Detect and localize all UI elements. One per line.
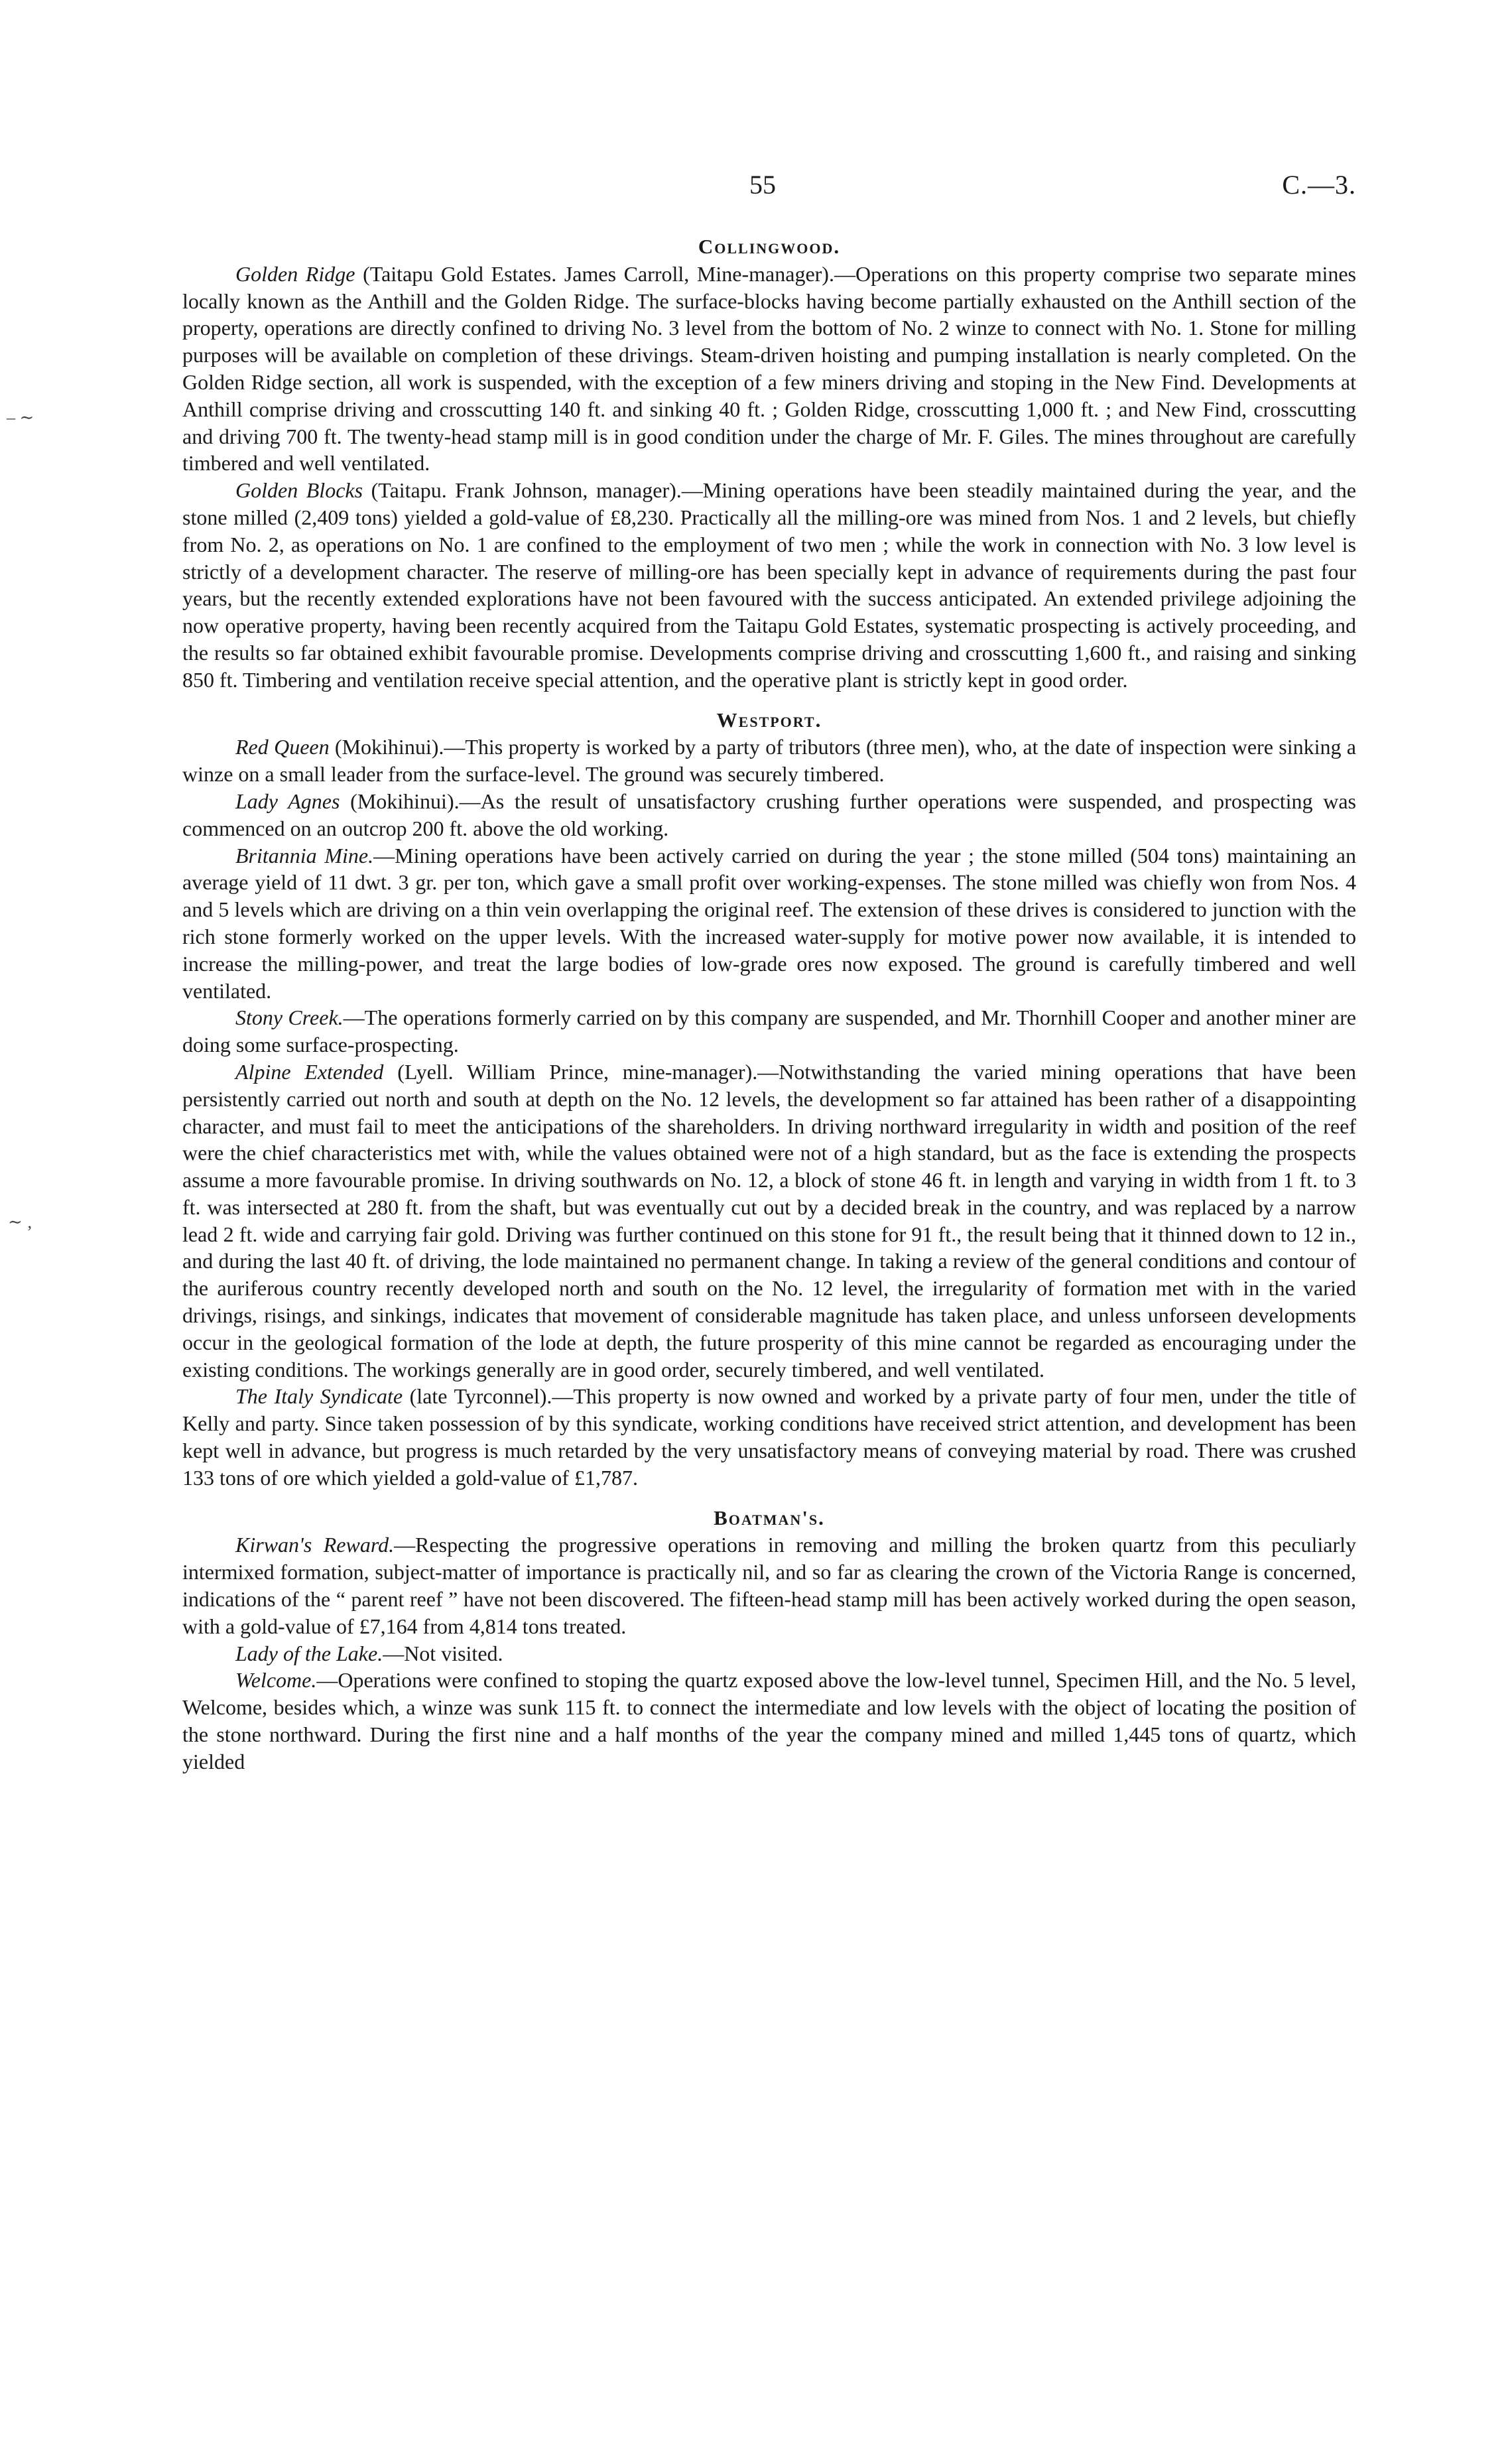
paragraph-lead: Alpine Extended <box>235 1059 384 1084</box>
paragraph-stony-creek <box>182 1004 1356 1059</box>
paragraph-lead: Britannia Mine. <box>235 843 374 868</box>
page-number: 55 <box>749 170 776 200</box>
paragraph-text: —Operations were confined to stoping the quartz exposed above the low-level tunnel, Specimen Hill, and the No. 5 level, Welcome, besides which, a winze was sunk 115 ft. to connect the intermediate and low levels with the object of locating the position of the stone northward. During the first nine and a half months of the year the company mined and milled 1,445 tons of quartz, which yielded <box>182 1668 1356 1773</box>
paragraph-lead: The Italy Syndicate <box>235 1384 403 1409</box>
paragraph-text: (Lyell. William Prince, mine-manager).—Notwithstanding the varied mining operations that have been persistently carried out north and south at depth on the No. 12 levels, the development so far attained has been rather of a disappointing character, and must fail to meet the anticipations of the shareholders. In driving northward irregularity in width and position of the reef were the chief characteristics met with, while the values obtained were not of a high standard, but as the face is extending the prospects assume a more favourable promise. In driving southwards on No. 12, a block of stone 46 ft. in length and varying in width from 1 ft. to 3 ft. was intersected at 280 ft. from the shaft, but was eventually cut out by a decided break in the country, and was replaced by a narrow lead 2 ft. wide and carrying fair gold. Driving was further continued on this stone for 91 ft., the result being that it thinned down to 12 in., and during the last 40 ft. of driving, the lode maintained no permanent change. In taking a review of the general conditions and contour of the auriferous country recently developed north and south on the No. 12 level, the irregularity of formation met with in the varied drivings, risings, and sinkings, indicates that movement of considerable magnitude has taken place, and unless unforseen developments occur in the geological formation of the lode at depth, the future prosperity of this mine cannot be regarded as encouraging under the existing conditions. The workings generally are in good order, securely timbered, and well ventilated. <box>182 1059 1357 1382</box>
paragraph-text: —Respecting the progressive operations in removing and milling the broken quartz from this peculiarly intermixed formation, subject-matter of importance is practically nil, and so far as clearing the crown of the Victoria Range is concerned, indications of the “ parent reef ” have not been discovered. The fifteen-head stamp mill has been actively worked during the open season, with a gold-value of £7,164 from 4,814 tons treated. <box>182 1533 1357 1638</box>
paragraph-lead: Golden Blocks <box>235 478 363 503</box>
paragraph-red-queen <box>182 734 1356 788</box>
section-heading-collingwood: Collingwood. <box>698 235 841 258</box>
page-header <box>182 169 1356 209</box>
paragraph-text: (Taitapu Gold Estates. James Carroll, Mine-manager).—Operations on this property comprise two separate mines locally known as the Anthill and the Golden Ridge. The surface-blocks having become partially exhausted on the Anthill section of the property, operations are directly confined to driving No. 3 level from the bottom of No. 2 winze to connect with No. 1. Stone for milling purposes will be available on completion of these drivings. Steam-driven hoisting and pumping installation is nearly completed. On the Golden Ridge section, all work is suspended, with the exception of a few miners driving and stoping in the New Find. Developments at Anthill comprise driving and crosscutting 140 ft. and sinking 40 ft. ; Golden Ridge, crosscutting 1,000 ft. ; and New Find, crosscutting and driving 700 ft. The twenty-head stamp mill is in good condition under the charge of Mr. F. Giles. The mines throughout are carefully timbered and well ventilated. <box>182 261 1357 476</box>
margin-mark: – ∼ <box>7 408 34 427</box>
paragraph-lead: Red Queen <box>235 735 330 759</box>
paragraph-text: —The operations formerly carried on by this company are suspended, and Mr. Thornhill Cooper and another miner are doing some surface-prospecting. <box>182 1005 1357 1057</box>
paragraph-lead: Stony Creek. <box>235 1005 344 1030</box>
paragraph-lead: Lady Agnes <box>235 789 340 813</box>
document-body <box>182 233 1356 1775</box>
paragraph-britannia-mine <box>182 842 1356 1005</box>
document-reference: C.—3. <box>1282 170 1356 200</box>
paragraph-lady-of-the-lake <box>182 1640 1356 1667</box>
paragraph-lead: Golden Ridge <box>235 261 355 286</box>
paragraph-lead: Kirwan's Reward. <box>235 1533 395 1557</box>
paragraph-welcome <box>182 1667 1356 1775</box>
paragraph-text: (Mokihinui).—As the result of unsatisfactory crushing further operations were suspended, and prospecting was commenced on an outcrop 200 ft. above the old working. <box>182 789 1356 840</box>
paragraph-lead: Welcome. <box>235 1668 317 1693</box>
paragraph-alpine-extended <box>182 1059 1356 1383</box>
paragraph-lead: Lady of the Lake. <box>235 1641 383 1665</box>
paragraph-italy-syndicate <box>182 1383 1356 1491</box>
paragraph-golden-blocks <box>182 477 1356 693</box>
paragraph-text: (Taitapu. Frank Johnson, manager).—Mining operations have been steadily maintained during the year, and the stone milled (2,409 tons) yielded a gold-value of £8,230. Practically all the milling-ore was mined from Nos. 1 and 2 levels, but chiefly from No. 2, as operations on No. 1 are confined to the employment of two men ; while the work in connection with No. 3 low level is strictly of a development character. The reserve of milling-ore has been specially kept in advance of requirements during the past four years, but the recently extended explorations have not been favoured with the success anticipated. An extended privilege adjoining the now operative property, having been recently acquired from the Taitapu Gold Estates, systematic prospecting is actively proceeding, and the results so far obtained exhibit favourable promise. Developments comprise driving and crosscutting 1,600 ft., and raising and sinking 850 ft. Timbering and ventilation receive special attention, and the operative plant is strictly kept in good order. <box>182 478 1356 692</box>
paragraph-golden-ridge <box>182 261 1356 477</box>
paragraph-kirwans-reward <box>182 1531 1356 1640</box>
paragraph-text: (Mokihinui).—This property is worked by a party of tributors (three men), who, at the date of inspection were sinking a winze on a small leader from the surface-level. The ground was securely timbered. <box>182 735 1356 787</box>
section-heading-westport: Westport. <box>716 708 822 732</box>
paragraph-text: —Not visited. <box>383 1641 503 1665</box>
paragraph-text: (late Tyrconnel).—This property is now owned and worked by a private party of four men, under the title of Kelly and party. Since taken possession of by this syndicate, working conditions have received strict attention, and development has been kept well in advance, but progress is much retarded by the very unsatisfactory means of conveying material by road. There was crushed 133 tons of ore which yielded a gold-value of £1,787. <box>182 1384 1357 1490</box>
paragraph-text: —Mining operations have been actively carried on during the year ; the stone milled (504 tons) maintaining an average yield of 11 dwt. 3 gr. per ton, which gave a small profit over working-expenses. The stone milled was chiefly won from Nos. 4 and 5 levels which are driving on a thin vein overlapping the original reef. The extension of these drives is considered to junction with the rich stone formerly worked on the upper levels. With the increased water-supply for motive power now available, it is intended to increase the milling-power, and treat the large bodies of low-grade ores now exposed. The ground is carefully timbered and well ventilated. <box>182 843 1357 1003</box>
margin-mark: ∼ ‚ <box>8 1212 32 1232</box>
paragraph-lady-agnes <box>182 788 1356 842</box>
section-heading-boatmans: Boatman's. <box>714 1506 825 1529</box>
